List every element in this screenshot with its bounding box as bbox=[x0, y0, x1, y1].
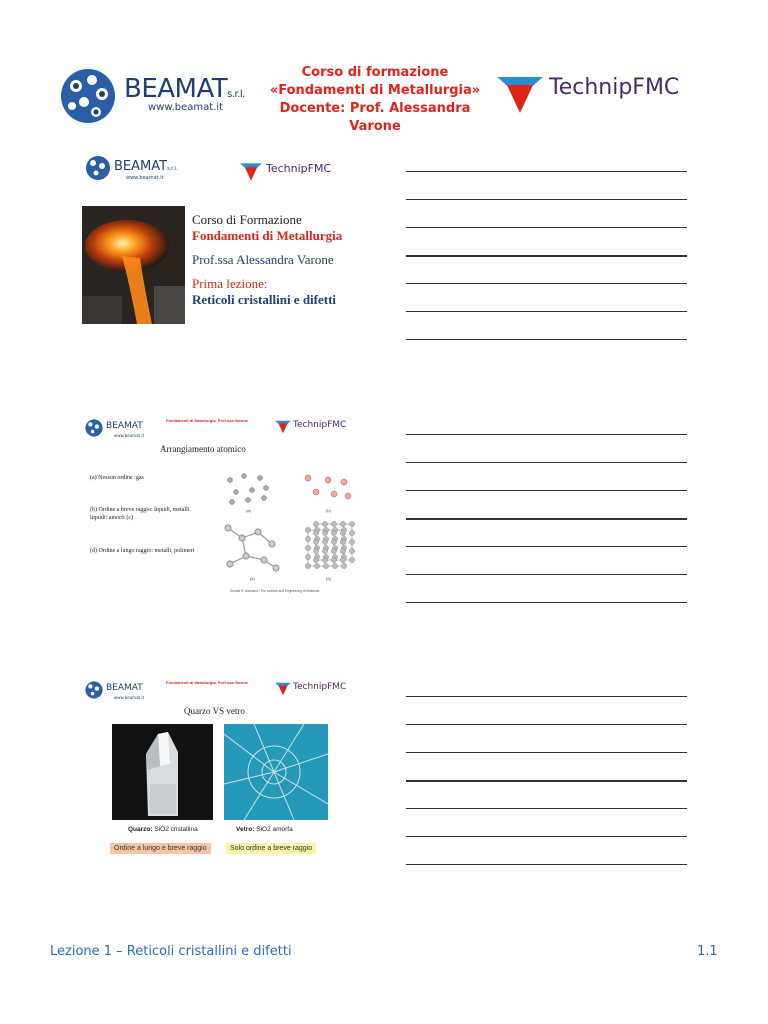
lattice-atom bbox=[331, 521, 336, 526]
note-line bbox=[406, 546, 687, 547]
beamat-logo bbox=[58, 66, 258, 126]
slide2-technipfmc-logo bbox=[275, 420, 370, 436]
slide3-technipfmc-logo bbox=[275, 682, 370, 698]
lattice-atom bbox=[305, 545, 310, 550]
slide1-beamat-logo bbox=[84, 154, 184, 186]
note-line bbox=[406, 724, 687, 725]
course-header-title bbox=[255, 64, 495, 136]
slide2-beamat-logo bbox=[84, 418, 154, 442]
slide3-beamat-logo bbox=[84, 680, 154, 704]
slide2-technipfmc-name: TechnipFMC bbox=[293, 420, 347, 430]
slide2-beamat-url: www.beamat.it bbox=[114, 433, 145, 438]
note-line bbox=[406, 339, 687, 340]
note-line bbox=[406, 311, 687, 312]
slide1-course-label: Corso di Formazione bbox=[192, 212, 302, 227]
beamat-name: BEAMAT bbox=[124, 74, 228, 104]
fig-label-d: (d) bbox=[326, 576, 331, 581]
slide2-item-a: (a) Nessun ordine :gas bbox=[90, 475, 144, 481]
lattice-atom bbox=[331, 530, 336, 535]
lattice-atom bbox=[305, 527, 310, 532]
slide1-course-name: Fondamenti di Metallurgia bbox=[192, 228, 343, 243]
note-line bbox=[406, 434, 687, 435]
fig-label-b: (b) bbox=[326, 508, 331, 513]
quartz-label-text: SiO2 cristallina bbox=[152, 826, 198, 833]
slide2-item-d: (d) Ordine a lungo raggio: metalli, polimeri bbox=[90, 548, 195, 554]
molten-metal-photo bbox=[82, 206, 185, 324]
footer-lesson-title: Lezione 1 – Reticoli cristallini e difetti bbox=[50, 944, 292, 959]
course-header-line-3: Docente: Prof. Alessandra Varone bbox=[279, 101, 471, 134]
note-line bbox=[406, 255, 687, 257]
lattice-atom bbox=[305, 563, 310, 568]
note-line bbox=[406, 696, 687, 697]
lattice-atom bbox=[349, 539, 354, 544]
slide1-beamat-suffix: s.r.l. bbox=[167, 166, 178, 172]
slide3-beamat-url: www.beamat.it bbox=[114, 695, 145, 700]
note-line bbox=[406, 808, 687, 809]
note-line bbox=[406, 283, 687, 284]
lattice-atom bbox=[349, 530, 354, 535]
lattice-atom bbox=[340, 521, 345, 526]
beamat-molecule-icon bbox=[58, 66, 120, 126]
lattice-atom bbox=[331, 539, 336, 544]
fig-label-c: (c) bbox=[250, 576, 255, 581]
glass-label-bold: Vetro: bbox=[236, 826, 255, 833]
note-line bbox=[406, 199, 687, 200]
slide3-technipfmc-arrow-icon bbox=[275, 682, 291, 696]
slide2-mini-header: Fondamenti di Metallurgia, Prof.ssa Varone bbox=[166, 418, 249, 423]
slide2-beamat-name: BEAMAT bbox=[106, 421, 143, 431]
lattice-atom bbox=[322, 557, 327, 562]
beamat-suffix: s.r.l. bbox=[227, 89, 245, 100]
slide1-professor: Prof.ssa Alessandra Varone bbox=[192, 252, 334, 267]
figure-caption: Donald R. Askeland / The science and Engineering of Materials bbox=[230, 589, 320, 593]
glass-label bbox=[236, 826, 293, 833]
lattice-atom bbox=[313, 530, 318, 535]
note-line bbox=[406, 490, 687, 491]
note-line bbox=[406, 752, 687, 753]
lattice-atom bbox=[340, 557, 345, 562]
lattice-atom bbox=[340, 539, 345, 544]
course-header-line-1: Corso di formazione bbox=[301, 65, 449, 80]
lattice-atom bbox=[314, 563, 319, 568]
slide1-technipfmc-arrow-icon bbox=[240, 162, 262, 182]
slide2-technipfmc-arrow-icon bbox=[275, 420, 291, 434]
note-line bbox=[406, 602, 687, 603]
glass-label-text: SiO2 amorfa bbox=[254, 826, 293, 833]
slide2-title: Arrangiamento atomico bbox=[160, 444, 246, 454]
note-line bbox=[406, 836, 687, 837]
lattice-atom bbox=[313, 548, 318, 553]
slide3-title: Quarzo VS vetro bbox=[184, 706, 245, 716]
slide2-item-b: (b) Ordine a breve raggio: liquidi, metalli liquidi: amorfi (c) bbox=[90, 507, 190, 521]
technipfmc-name: TechnipFMC bbox=[549, 75, 680, 100]
slide-3 bbox=[80, 672, 370, 862]
lattice-atom bbox=[349, 557, 354, 562]
quartz-order-badge: Ordine a lungo e breve raggio bbox=[110, 843, 211, 854]
slide1-lesson-label: Prima lezione: bbox=[192, 276, 268, 291]
fig-label-a: (a) bbox=[246, 508, 251, 513]
lattice-atom bbox=[349, 521, 354, 526]
note-line bbox=[406, 518, 687, 520]
broken-glass-photo bbox=[224, 724, 328, 820]
note-line bbox=[406, 574, 687, 575]
lattice-atom bbox=[322, 548, 327, 553]
technipfmc-logo bbox=[497, 75, 727, 117]
slide1-beamat-url: www.beamat.it bbox=[126, 175, 164, 181]
slide1-technipfmc-logo bbox=[240, 162, 360, 184]
slide3-technipfmc-name: TechnipFMC bbox=[293, 682, 347, 692]
lattice-atom bbox=[305, 554, 310, 559]
lattice-atom bbox=[322, 530, 327, 535]
note-line bbox=[406, 780, 687, 782]
slide3-beamat-name: BEAMAT bbox=[106, 683, 143, 693]
lattice-atom bbox=[341, 563, 346, 568]
atomic-arrangement-figure bbox=[220, 468, 360, 598]
note-line bbox=[406, 462, 687, 463]
slide2-beamat-molecule-icon bbox=[84, 418, 104, 438]
lattice-atom bbox=[305, 536, 310, 541]
slide3-beamat-molecule-icon bbox=[84, 680, 104, 700]
slide3-mini-header: Fondamenti di Metallurgia, Prof.ssa Varone bbox=[166, 680, 249, 685]
slide1-technipfmc-name: TechnipFMC bbox=[266, 162, 332, 175]
lattice-atom bbox=[313, 557, 318, 562]
lattice-atom bbox=[332, 563, 337, 568]
lattice-atom bbox=[340, 548, 345, 553]
course-header-line-2: «Fondamenti di Metallurgia» bbox=[269, 83, 481, 98]
lattice-atom bbox=[322, 521, 327, 526]
technipfmc-arrow-icon bbox=[497, 75, 543, 115]
footer-page-number: 1.1 bbox=[697, 944, 718, 959]
slide-1 bbox=[80, 148, 370, 328]
slide1-lesson-title: Reticoli cristallini e difetti bbox=[192, 292, 337, 307]
note-line bbox=[406, 227, 687, 228]
slide-2 bbox=[80, 410, 370, 593]
lattice-atom bbox=[331, 548, 336, 553]
quartz-label-bold: Quarzo: bbox=[128, 826, 153, 833]
quartz-label bbox=[128, 826, 198, 833]
quartz-crystal-photo bbox=[112, 724, 213, 820]
glass-order-badge: Solo ordine a breve raggio bbox=[226, 843, 316, 854]
note-line bbox=[406, 864, 687, 865]
lattice-atom bbox=[313, 539, 318, 544]
lattice-atom bbox=[322, 539, 327, 544]
note-line bbox=[406, 171, 687, 172]
lattice-atom bbox=[313, 521, 318, 526]
slide1-beamat-molecule-icon bbox=[84, 154, 112, 182]
lattice-atom bbox=[323, 563, 328, 568]
lattice-atom bbox=[331, 557, 336, 562]
beamat-url: www.beamat.it bbox=[148, 102, 224, 113]
lattice-atom bbox=[340, 530, 345, 535]
lattice-atom bbox=[349, 548, 354, 553]
slide1-beamat-name: BEAMAT bbox=[114, 159, 168, 174]
